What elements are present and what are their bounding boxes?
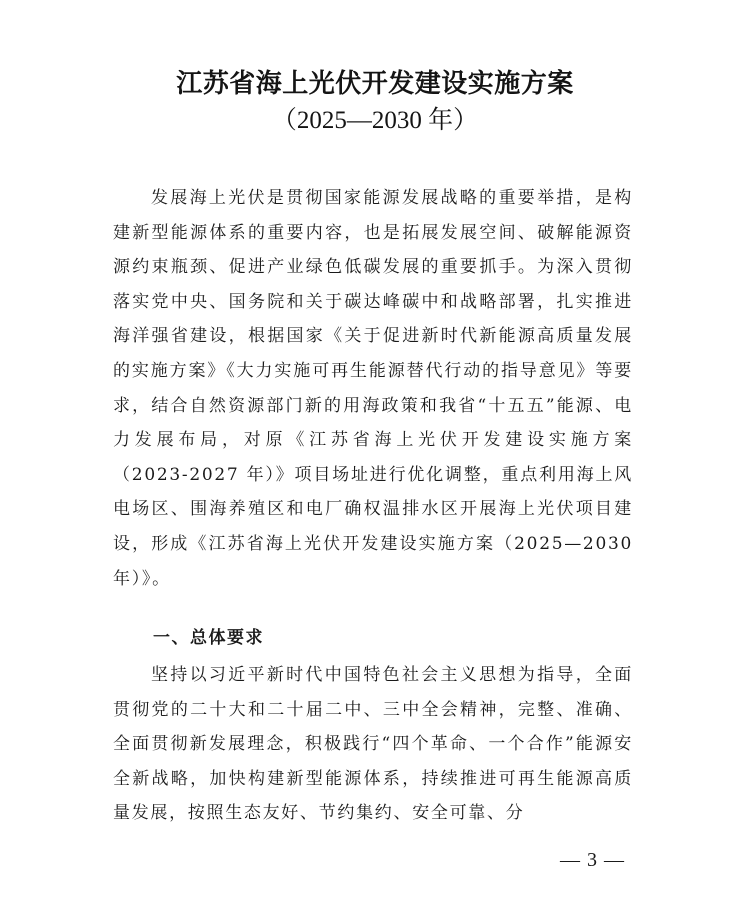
document-subtitle: （2025—2030 年）: [271, 107, 479, 134]
general-requirements-paragraph: 坚持以习近平新时代中国特色社会主义思想为指导，全面贯彻党的二十大和二十届二中、三中全会精神，完整、准确、全面贯彻新发展理念，积极践行“四个革命、一个合作”能源安全新战略，加快构建新型能源体系，持续推进可再生能源高质量发展，按照生态友好、节约集约、安全可靠、分: [113, 665, 633, 824]
document-title: 江苏省海上光伏开发建设实施方案: [176, 69, 574, 99]
page-number: — 3 —: [560, 849, 625, 871]
section-heading-general-requirements: 一、总体要求: [153, 628, 264, 648]
intro-paragraph: 发展海上光伏是贯彻国家能源发展战略的重要举措，是构建新型能源体系的重要内容，也是拓展发展空间、破解能源资源约束瓶颈、促进产业绿色低碳发展的重要抓手。为深入贯彻落实党中央、国务院和关于碳达峰碳中和战略部署，扎实推进海洋强省建设，根据国家《关于促进新时代新能源高质量发展的实施方案》《大力实施可再生能源替代行动的指导意见》等要求，结合自然资源部门新的用海政策和我省“十五五”能源、电力发展布局，对原《江苏省海上光伏开发建设实施方案（2023-2027 年）》项目场址进行优化调整，重点利用海上风电场区、围海养殖区和电厂确权温排水区开展海上光伏项目建设，形成《江苏省海上光伏开发建设实施方案（2025—2030 年）》。: [113, 188, 633, 589]
